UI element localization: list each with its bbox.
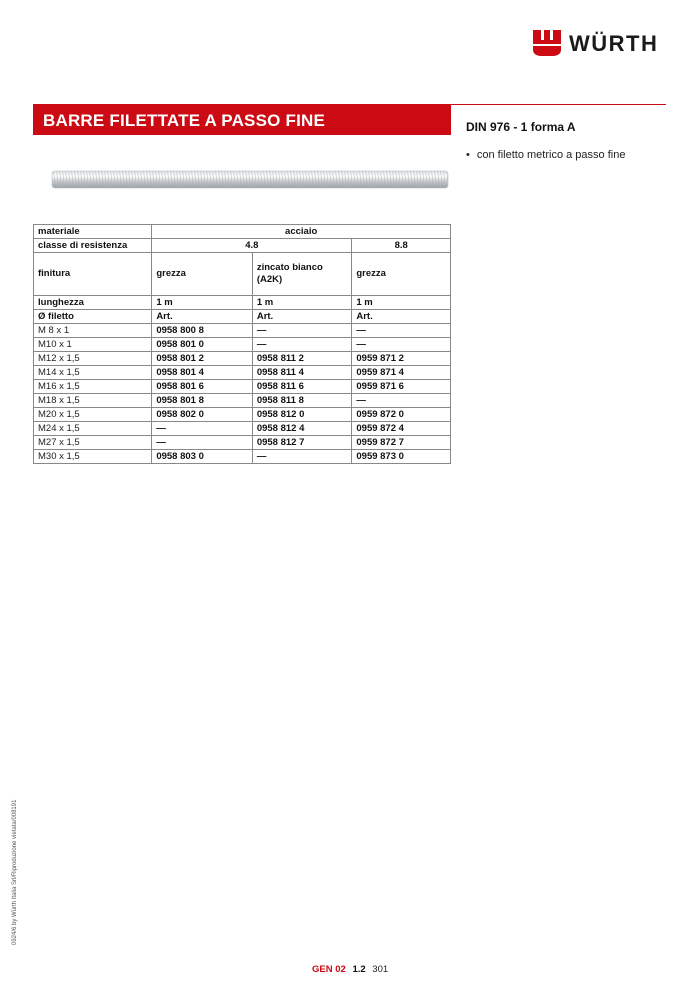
article-cell: — (152, 436, 253, 450)
table-row (34, 436, 451, 450)
article-cell: 0959 872 7 (352, 436, 451, 450)
article-cell: 0958 801 8 (152, 394, 253, 408)
lunghezza-cell: 1 m (352, 296, 451, 310)
article-cell: — (152, 422, 253, 436)
table-row (34, 253, 451, 296)
article-cell: — (252, 450, 352, 464)
classe-8-8: 8.8 (352, 239, 451, 253)
article-cell: 0958 801 2 (152, 352, 253, 366)
article-cell: — (352, 338, 451, 352)
page-title: BARRE FILETTATE A PASSO FINE (33, 104, 451, 135)
size-cell: M20 x 1,5 (34, 408, 152, 422)
size-cell: M30 x 1,5 (34, 450, 152, 464)
table-row (34, 408, 451, 422)
size-cell: M12 x 1,5 (34, 352, 152, 366)
article-cell: 0958 803 0 (152, 450, 253, 464)
table-row (34, 310, 451, 324)
materiale-value: acciaio (152, 225, 451, 239)
article-cell: 0958 812 7 (252, 436, 352, 450)
article-cell: 0959 872 0 (352, 408, 451, 422)
finitura-cell: grezza (352, 253, 451, 296)
art-header: Art. (352, 310, 451, 324)
lunghezza-cell: 1 m (252, 296, 352, 310)
finitura-cell: zincato bianco (A2K) (252, 253, 352, 296)
article-cell: 0959 871 4 (352, 366, 451, 380)
article-cell: 0958 801 4 (152, 366, 253, 380)
table-row (34, 225, 451, 239)
article-cell: 0958 801 0 (152, 338, 253, 352)
table-row (34, 296, 451, 310)
table-row (34, 380, 451, 394)
footer-section: 1.2 (352, 964, 366, 975)
footer-catalog-code: GEN 02 (312, 964, 346, 975)
article-cell: — (352, 324, 451, 338)
page-footer (312, 964, 388, 975)
article-cell: 0958 802 0 (152, 408, 253, 422)
article-cell: 0958 811 8 (252, 394, 352, 408)
size-cell: M27 x 1,5 (34, 436, 152, 450)
classe-4-8: 4.8 (152, 239, 352, 253)
lunghezza-label: lunghezza (34, 296, 152, 310)
article-cell: — (252, 338, 352, 352)
threaded-rod-image (50, 165, 450, 193)
article-cell: 0959 871 6 (352, 380, 451, 394)
copyright-side-text: 0924/6 by Würth Italia Srl/Riproduzione vietata/008191 (12, 799, 18, 945)
table-row (34, 422, 451, 436)
size-cell: M24 x 1,5 (34, 422, 152, 436)
table-row (34, 352, 451, 366)
footer-page-number: 301 (372, 964, 389, 975)
table-row (34, 394, 451, 408)
wurth-logo-mark-icon (531, 28, 563, 58)
article-cell: 0958 812 0 (252, 408, 352, 422)
classe-label: classe di resistenza (34, 239, 152, 253)
materiale-label: materiale (34, 225, 152, 239)
table-row (34, 338, 451, 352)
article-cell: — (252, 324, 352, 338)
size-cell: M16 x 1,5 (34, 380, 152, 394)
article-cell: — (352, 394, 451, 408)
title-divider (451, 104, 666, 105)
table-row (34, 324, 451, 338)
finitura-label: finitura (34, 253, 152, 296)
standard-label: DIN 976 - 1 forma A (466, 120, 576, 134)
article-cell: 0958 811 4 (252, 366, 352, 380)
art-header: Art. (252, 310, 352, 324)
size-cell: M 8 x 1 (34, 324, 152, 338)
table-row (34, 450, 451, 464)
lunghezza-cell: 1 m (152, 296, 253, 310)
finitura-cell: grezza (152, 253, 253, 296)
art-header: Art. (152, 310, 253, 324)
feature-item: • con filetto metrico a passo fine (466, 149, 625, 161)
wurth-logo (531, 28, 671, 60)
article-cell: 0958 812 4 (252, 422, 352, 436)
size-cell: M14 x 1,5 (34, 366, 152, 380)
size-cell: M18 x 1,5 (34, 394, 152, 408)
article-cell: 0958 801 6 (152, 380, 253, 394)
size-cell: M10 x 1 (34, 338, 152, 352)
table-row (34, 239, 451, 253)
article-cell: 0959 873 0 (352, 450, 451, 464)
article-cell: 0958 800 8 (152, 324, 253, 338)
filetto-label: Ø filetto (34, 310, 152, 324)
article-cell: 0958 811 6 (252, 380, 352, 394)
article-cell: 0959 872 4 (352, 422, 451, 436)
spec-table (33, 224, 451, 464)
article-cell: 0959 871 2 (352, 352, 451, 366)
logo-text: WÜRTH (569, 31, 659, 56)
table-row (34, 366, 451, 380)
feature-list (466, 149, 625, 161)
article-cell: 0958 811 2 (252, 352, 352, 366)
